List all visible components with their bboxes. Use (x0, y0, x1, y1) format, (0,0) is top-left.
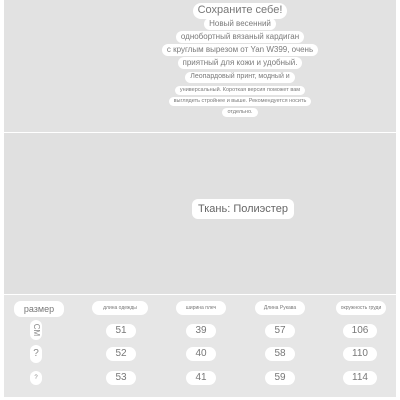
header-shoulder: ширина плеч (176, 301, 226, 315)
description-line: универсальный. Короткая версия поможет вам (175, 86, 305, 95)
description-line: с круглым вырезом от Yan W399, очень (162, 44, 318, 56)
table-cell: 41 (186, 371, 216, 385)
description-line: Новый весенний (204, 18, 276, 30)
table-cell: 57 (265, 324, 295, 338)
description-line: однобортный вязаный кардиган (176, 31, 304, 43)
size-label-cell (30, 345, 42, 363)
header-sleeve: Длина Рукава (255, 301, 305, 315)
description-line: Леопардовый принт, модный и (185, 72, 294, 83)
description-title: Сохраните себе! (193, 3, 288, 19)
header-length: длина одежды (92, 301, 148, 315)
table-cell: 114 (343, 371, 377, 385)
description-line: отдельно. (222, 108, 257, 117)
table-cell: 106 (343, 324, 377, 338)
table-cell: 110 (343, 347, 377, 361)
unit-label: CM (32, 323, 42, 337)
table-cell: 52 (106, 347, 136, 361)
size-label-cell (30, 371, 42, 385)
description-line: приятный для кожи и удобный. (178, 57, 303, 69)
table-cell: 40 (186, 347, 216, 361)
unit-cell (30, 320, 42, 340)
fabric-label: Ткань: Полиэстер (192, 199, 294, 219)
table-cell: 39 (186, 324, 216, 338)
product-description (130, 0, 350, 115)
table-cell: 53 (106, 371, 136, 385)
header-chest: окружность груди (336, 301, 386, 315)
size-label: ? (34, 375, 38, 381)
description-line: выглядеть стройнее и выше. Рекомендуется носить (169, 97, 312, 106)
table-cell: 58 (265, 347, 295, 361)
header-size: размер (14, 301, 64, 317)
size-label: ? (33, 348, 39, 359)
table-cell: 51 (106, 324, 136, 338)
table-cell: 59 (265, 371, 295, 385)
